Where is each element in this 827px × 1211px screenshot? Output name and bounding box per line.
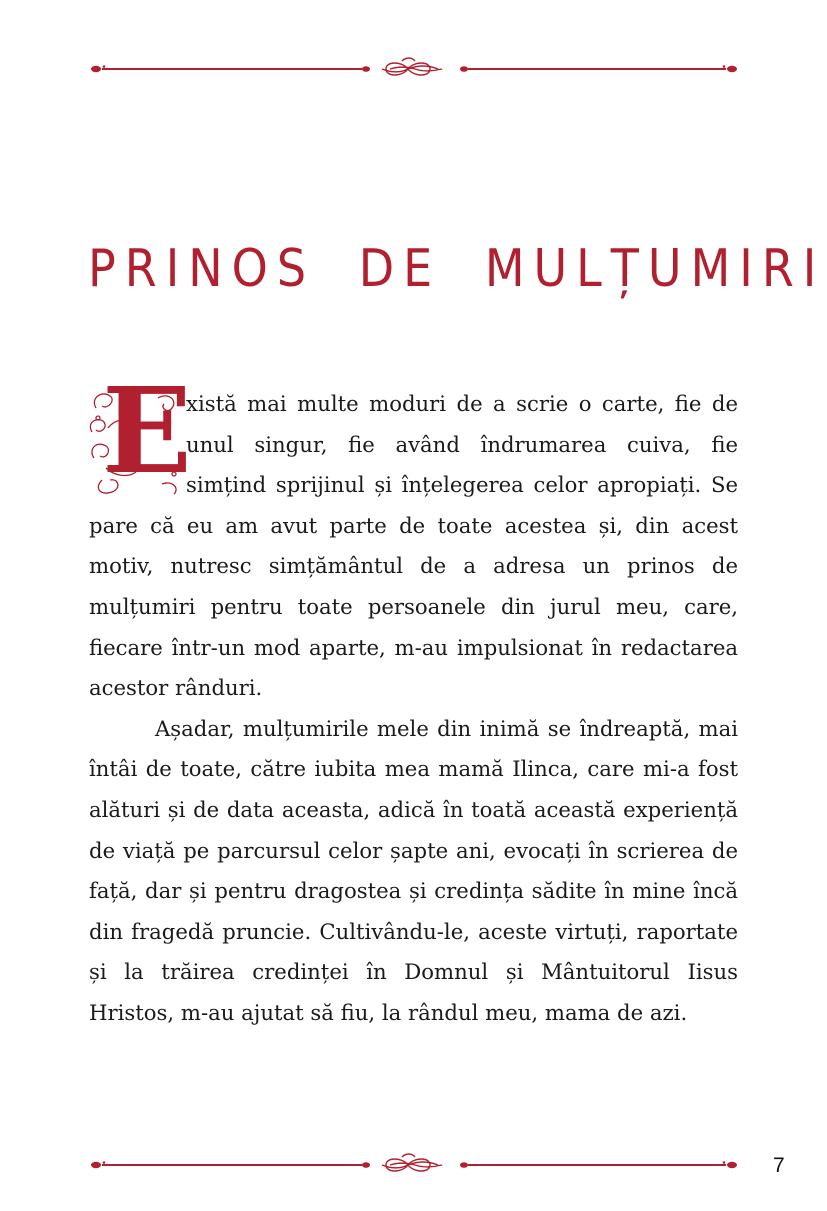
- paragraph-1: xistă mai multe moduri de a scrie o carte, fie de unul singur, fie având îndrumarea cuiva, fie simțind sprijinul și înțelegerea celor apropiați. Se pare că eu am avut parte de toate acestea și, din acest motiv, nutresc simțământul de a adresa un prinos de mulțumiri pentru toate persoanele din jurul meu, care, fiecare într-un mod aparte, m-au impulsionat în redactarea acestor rânduri.: [89, 391, 738, 701]
- dropcap: [88, 361, 192, 500]
- page-number: 7: [773, 1154, 785, 1177]
- bottom-flourish-divider-icon: [86, 1153, 740, 1177]
- body-text: [89, 361, 738, 1034]
- top-flourish-divider-icon: [86, 57, 740, 81]
- page-title: PRINOS DE MULȚUMIRI: [88, 238, 826, 299]
- paragraph-2: Așadar, mulțumirile mele din inimă se îndreaptă, mai întâi de toate, către iubita mea mamă Ilinca, care mi-a fost alături și de data aceasta, adică în toată această experiență de viață pe parcursul celor șapte ani, evocați în scrierea de față, dar și pentru dragostea și credința sădite în mine încă din fragedă pruncie. Cultivându-le, aceste virtuți, raportate și la trăirea credinței în Domnul și Mântuitorul Iisus Hristos, m-au ajutat să fiu, la rândul meu, mama de azi.: [89, 715, 738, 1025]
- dropcap-letter: E: [102, 361, 192, 500]
